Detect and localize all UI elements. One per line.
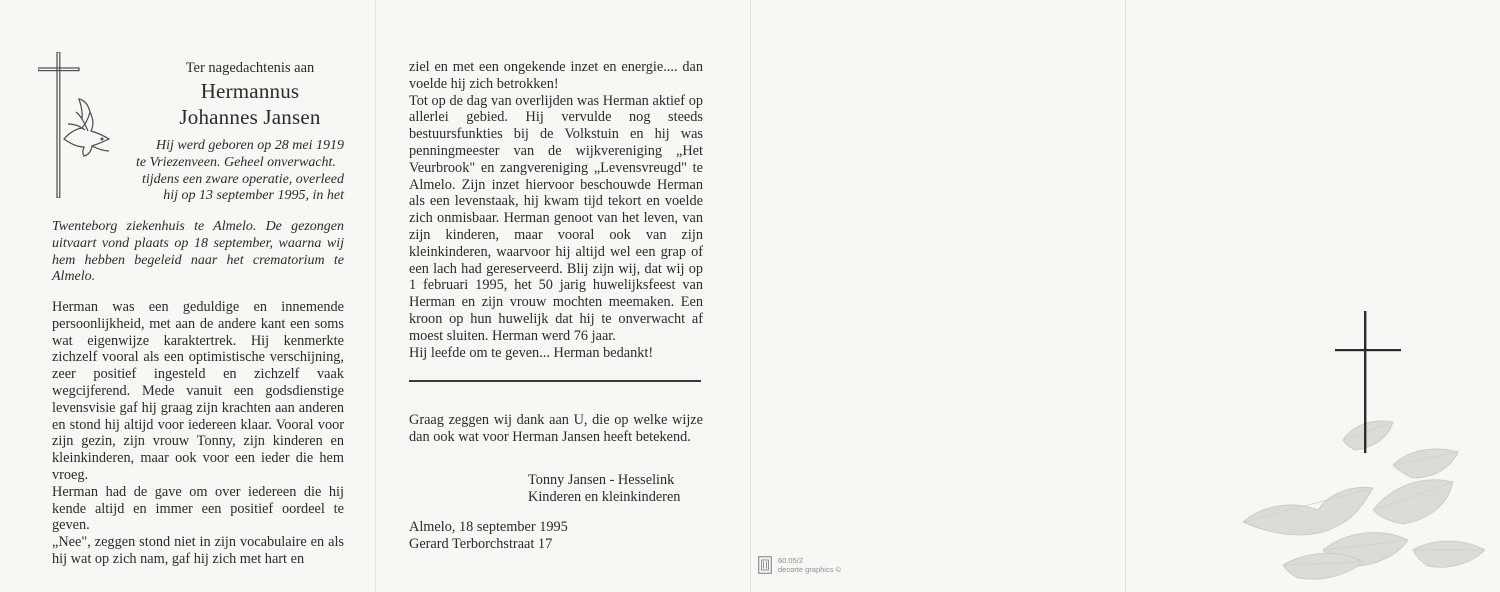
biography-part-2 <box>409 59 703 361</box>
birth-line: te Vriezenveen. Geheel onverwacht. <box>136 154 336 170</box>
biography-part-1 <box>52 299 344 568</box>
fold-line-3 <box>1125 0 1126 592</box>
deceased-full-name: Johannes Jansen <box>179 105 321 129</box>
birth-death-notice <box>136 138 344 205</box>
biography-closing: Hij leefde om te geven... Herman bedankt! <box>409 344 654 361</box>
address: Gerard Terborchstraat 17 <box>409 535 553 552</box>
signature-line: Tonny Jansen - Hesselink <box>528 472 675 488</box>
deceased-first-name: Hermannus <box>200 79 300 103</box>
thanks-text: Graag zeggen wij dank aan U, die op welke wijze dan ook wat voor Herman Jansen heeft betekend. <box>409 412 703 445</box>
birth-line: hij op 13 september 1995, in het <box>163 188 344 204</box>
printer-logo-icon <box>758 556 772 574</box>
biography-paragraph: Herman was een geduldige en innemende persoonlijkheid, met aan de andere kant een soms wat eigenwijze karaktertrek. Hij kenmerkte zichzelf vooral als een optimistische verschijning, zeer positief ingesteld en zichzelf vaak wegcijferend. Mede vanuit een godsdienstige levensvisie gaf hij graag zijn krachten aan anderen en stond hij altijd voor iedereen klaar. Vooral voor zijn gezin, zijn vrouw Tonny, zijn kinderen en kleinkinderen, maar ook voor een ieder die hem vroeg. <box>52 299 344 483</box>
funeral-notice: Twenteborg ziekenhuis te Almelo. De gezongen uitvaart vond plaats op 18 september, waarna wij hem hebben begeleid naar het crematorium te Almelo. <box>52 219 344 285</box>
divider-line <box>409 380 701 382</box>
birth-line: tijdens een zware operatie, overleed <box>141 171 344 187</box>
biography-paragraph: Herman had de gave om over iedereen die hij kende altijd en immer een positief oordeel te geven. <box>52 483 344 534</box>
biography-paragraph: Tot op de dag van overlijden was Herman aktief op allerlei gebied. Hij vervulde nog steeds bestuursfunkties bij de Volkstuin en hij was penningmeester van de wijkvereniging „Het Veurbrook" en zangvereniging „Levensvreugd" te Almelo. Zijn inzet hiervoor beschouwde Herman als een levenstaak, hij kwam tijd tekort en voelde zich onmisbaar. Herman genoot van het leven, van zijn kinderen, maar vooral ook van zijn kleinkinderen, waarvoor hij altijd wel een grap of een lach had gereserveerd. Blij zijn wij, dat wij op 1 februari 1995, het 50 jarig huwelijksfeest van Herman en zijn vrouw mochten meemaken. Een kroon op hun huwelijk dat hij te onverwacht af moest sluiten. Herman werd 76 jaar. <box>409 92 703 344</box>
printer-mark <box>758 556 858 582</box>
biography-paragraph: „Nee", zeggen stond niet in zijn vocabulaire en als hij wat op zich nam, gaf hij zich met hart en <box>52 534 344 567</box>
biography-paragraph: ziel en met een ongekende inzet en energie.... dan voelde hij zich betrokken! <box>409 59 703 92</box>
printer-name: decorte graphics © <box>778 565 842 574</box>
printer-code: 60.05/2 <box>778 556 804 565</box>
address-block <box>409 519 669 553</box>
place-date: Almelo, 18 september 1995 <box>409 519 568 535</box>
intro-label: Ter nagedachtenis aan <box>185 60 315 76</box>
signature-line: Kinderen en kleinkinderen <box>528 488 681 505</box>
cross-with-leaves-icon <box>1223 300 1500 592</box>
birth-line: Hij werd geboren op 28 mei 1919 <box>156 138 344 153</box>
signature-block <box>528 472 728 506</box>
cross-with-dove-icon <box>38 52 120 198</box>
fold-line-2 <box>750 0 751 592</box>
